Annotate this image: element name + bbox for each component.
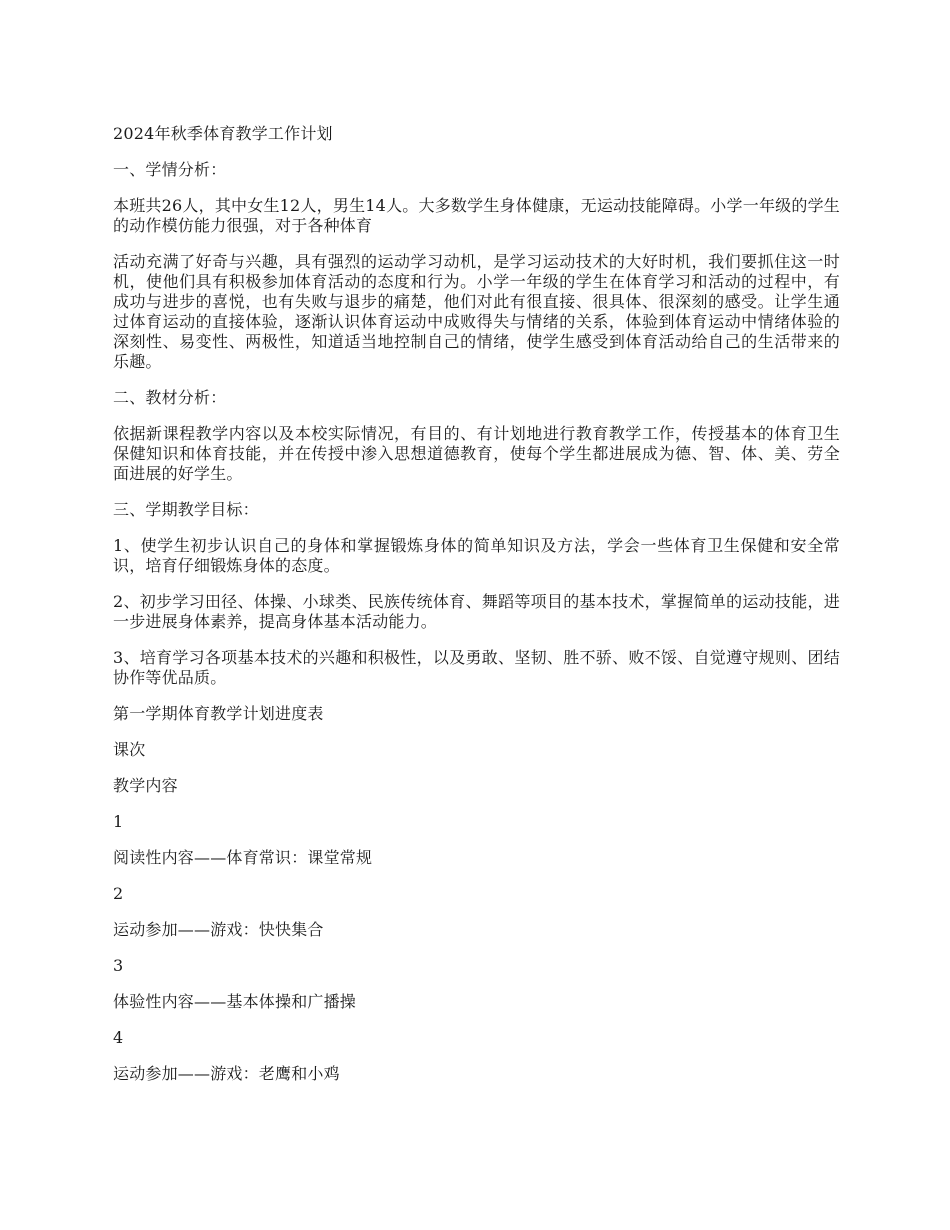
goal-1: 1、使学生初步认识自己的身体和掌握锻炼身体的简单知识及方法，学会一些体育卫生保健和安全常识，培育仔细锻炼身体的态度。: [113, 536, 840, 575]
document-page: [113, 124, 840, 1100]
schedule-row-content: 体验性内容——基本体操和广播操: [113, 992, 357, 1011]
section1-paragraph-1: 本班共26人，其中女生12人，男生14人。大多数学生身体健康，无运动技能障碍。小学一年级的学生的动作模仿能力很强，对于各种体育: [113, 196, 840, 235]
schedule-title: 第一学期体育教学计划进度表: [113, 704, 324, 723]
schedule-col-lesson: 课次: [113, 740, 146, 759]
section2-heading: 二、教材分析：: [113, 388, 227, 407]
section2-paragraph-1: 依据新课程教学内容以及本校实际情况，有目的、有计划地进行教育教学工作，传授基本的体育卫生保健知识和体育技能，并在传授中渗入思想道德教育，使每个学生都进展成为德、智、体、美、劳全面进展的好学生。: [113, 424, 840, 483]
goal-2: 2、初步学习田径、体操、小球类、民族传统体育、舞蹈等项目的基本技术，掌握简单的运动技能，进一步进展身体素养，提高身体基本活动能力。: [113, 592, 840, 631]
schedule-row-content: 运动参加——游戏：老鹰和小鸡: [113, 1064, 340, 1083]
schedule-row-content: 运动参加——游戏：快快集合: [113, 920, 324, 939]
schedule-col-content: 教学内容: [113, 776, 178, 795]
goal-3: 3、培育学习各项基本技术的兴趣和积极性，以及勇敢、坚韧、胜不骄、败不馁、自觉遵守规则、团结协作等优品质。: [113, 648, 840, 687]
section1-paragraph-2: 活动充满了好奇与兴趣，具有强烈的运动学习动机，是学习运动技术的大好时机，我们要抓住这一时机，使他们具有积极参加体育活动的态度和行为。小学一年级的学生在体育学习和活动的过程中，有成功与进步的喜悦，也有失败与退步的痛楚，他们对此有很直接、很具体、很深刻的感受。让学生通过体育运动的直接体验，逐渐认识体育运动中成败得失与情绪的关系，体验到体育运动中情绪体验的深刻性、易变性、两极性，知道适当地控制自己的情绪，使学生感受到体育活动给自己的生活带来的乐趣。: [113, 252, 840, 371]
section1-heading: 一、学情分析：: [113, 160, 227, 179]
schedule-row-num: 2: [113, 884, 124, 903]
section3-heading: 三、学期教学目标：: [113, 500, 259, 519]
document-title: 2024年秋季体育教学工作计划: [113, 124, 333, 143]
schedule-row-num: 4: [113, 1028, 124, 1047]
schedule-row-num: 3: [113, 956, 124, 975]
schedule-row-content: 阅读性内容——体育常识：课堂常规: [113, 848, 373, 867]
schedule-row-num: 1: [113, 812, 124, 831]
